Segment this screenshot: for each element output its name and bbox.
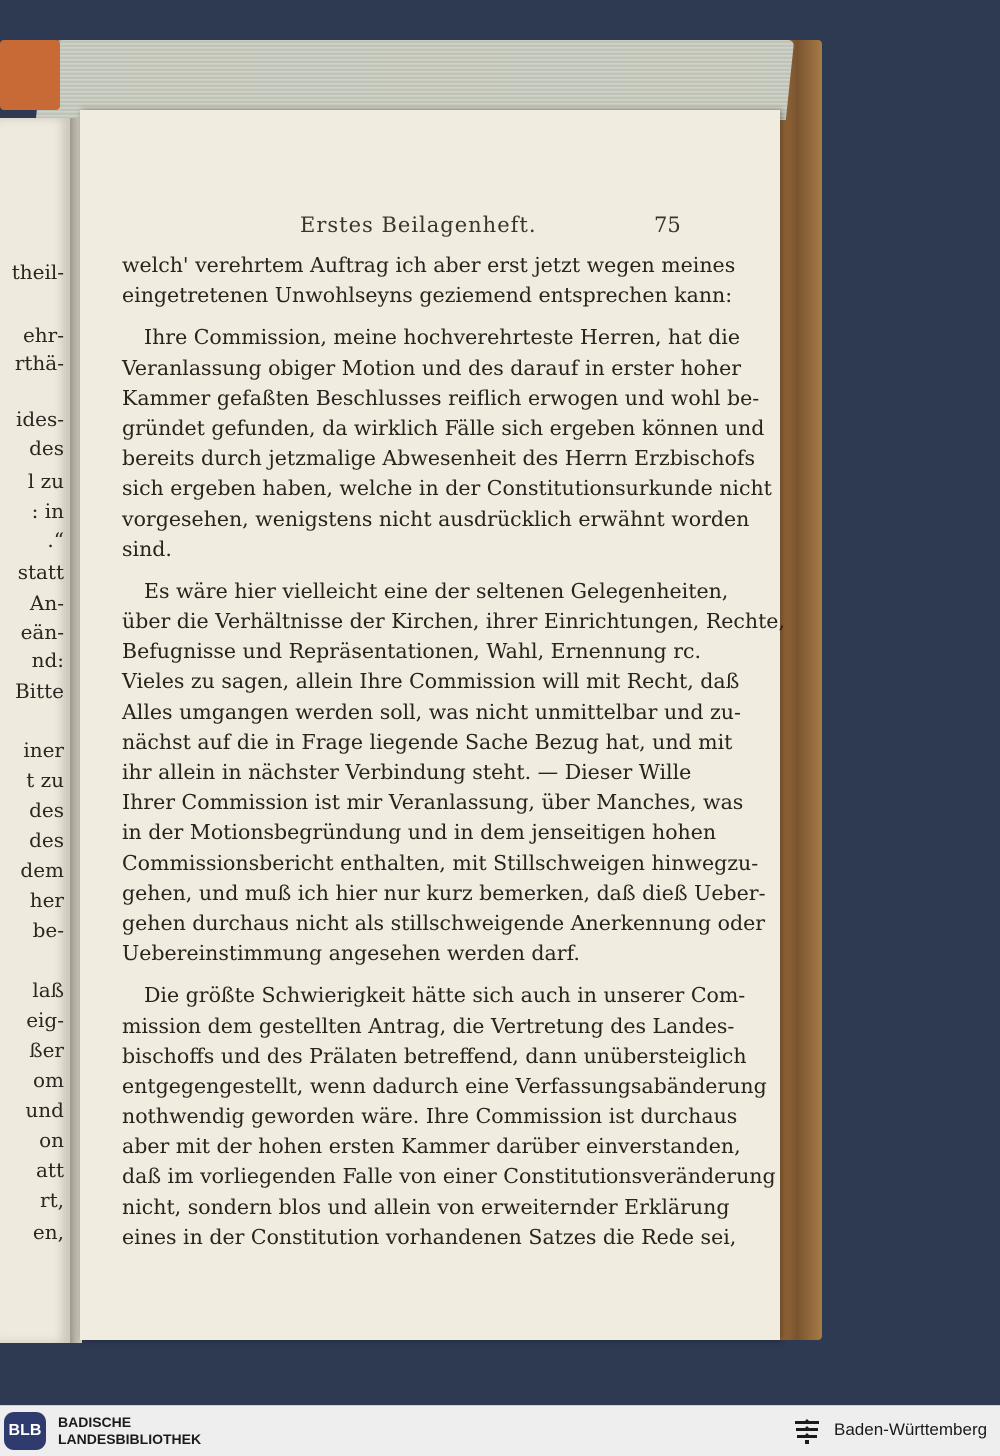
paragraph bbox=[122, 576, 785, 968]
left-page-fragment: on bbox=[39, 1128, 64, 1152]
left-page-fragment: ehr- bbox=[22, 323, 64, 347]
left-page-fragment: ßer bbox=[29, 1038, 64, 1062]
page-number: 75 bbox=[654, 213, 681, 237]
text-line: eines in der Constitution vorhandenen Satzes die Rede sei, bbox=[122, 1224, 737, 1249]
text-line: bischoffs und des Prälaten betreffend, dann unübersteiglich bbox=[122, 1043, 747, 1068]
text-line: nothwendig geworden wäre. Ihre Commission ist durchaus bbox=[122, 1104, 738, 1129]
text-line: Es wäre hier vielleicht eine der seltenen Gelegenheiten, bbox=[144, 578, 729, 603]
text-line: ihr allein in nächster Verbindung steht. — Dieser Wille bbox=[122, 760, 692, 784]
left-page-fragment: An- bbox=[29, 591, 64, 615]
right-page bbox=[80, 110, 785, 1340]
left-page-fragment: be- bbox=[32, 918, 64, 942]
text-line: gründet gefunden, da wirklich Fälle sich ergeben können und bbox=[122, 415, 765, 440]
left-page-fragment: .“ bbox=[47, 528, 64, 552]
bookmark-ribbon bbox=[0, 40, 60, 110]
left-page-fragment: theil- bbox=[11, 260, 64, 284]
text-line: eingetretenen Unwohlseyns geziemend entsprechen kann: bbox=[122, 283, 733, 308]
left-page-fragment: om bbox=[32, 1068, 64, 1092]
left-page-fragment: des bbox=[29, 798, 64, 822]
text-line: Ihrer Commission ist mir Veranlassung, über Manches, was bbox=[122, 790, 744, 815]
text-line: sich ergeben haben, welche in der Constitutionsurkunde nicht bbox=[122, 476, 772, 501]
left-page-fragment: iner bbox=[23, 738, 64, 762]
left-page bbox=[0, 118, 70, 1343]
left-page-fragment: laß bbox=[32, 978, 64, 1002]
left-page-fragment: att bbox=[36, 1158, 64, 1182]
text-line: nächst auf die in Frage liegende Sache Bezug hat, und mit bbox=[122, 729, 733, 754]
left-page-fragment: t zu bbox=[26, 768, 64, 792]
text-line: daß im vorliegenden Falle von einer Constitutionsveränderung bbox=[122, 1164, 776, 1189]
left-page-fragment: l zu bbox=[27, 469, 64, 493]
text-line: Ihre Commission, meine hochverehrteste Herren, hat die bbox=[144, 325, 740, 350]
text-line: aber mit der hohen ersten Kammer darüber einverstanden, bbox=[122, 1134, 741, 1159]
blb-logo-icon[interactable]: BLB bbox=[4, 1412, 46, 1450]
running-head: Erstes Beilagenheft. bbox=[300, 213, 537, 237]
paragraph bbox=[122, 322, 772, 564]
text-line: über die Verhältnisse der Kirchen, ihrer Einrichtungen, Rechte, bbox=[122, 609, 785, 634]
text-line: bereits durch jetzmalige Abwesenheit des Herrn Erzbischofs bbox=[122, 446, 756, 471]
text-line: Veranlassung obiger Motion und des darauf in erster hoher bbox=[122, 355, 742, 380]
state-label[interactable]: Baden-Württemberg bbox=[834, 1420, 988, 1439]
book-page-edges bbox=[36, 40, 794, 120]
left-page-fragment: eig- bbox=[26, 1008, 64, 1032]
left-page-fragment: Bitte bbox=[14, 679, 64, 703]
text-line: Vieles zu sagen, allein Ihre Commission will mit Recht, daß bbox=[122, 669, 740, 694]
left-page-fragment: des bbox=[29, 436, 64, 460]
page-header bbox=[80, 213, 780, 243]
left-page-fragment: rt, bbox=[40, 1188, 64, 1212]
text-line: gehen, und muß ich hier nur kurz bemerken, daß dieß Ueber- bbox=[122, 880, 766, 905]
text-line: nicht, sondern blos und allein von erweiternder Erklärung bbox=[122, 1194, 730, 1219]
paragraph bbox=[122, 980, 776, 1252]
text-line: Alles umgangen werden soll, was nicht unmittelbar und zu- bbox=[122, 699, 741, 724]
left-page-fragment: rthä- bbox=[14, 351, 64, 375]
text-line: vorgesehen, wenigstens nicht ausdrücklich erwähnt worden bbox=[122, 506, 750, 531]
text-line: entgegengestellt, wenn dadurch eine Verfassungsabänderung bbox=[122, 1073, 767, 1098]
left-page-fragment: : in bbox=[31, 499, 64, 523]
text-line: welch' verehrtem Auftrag ich aber erst jetzt wegen meines bbox=[122, 253, 736, 277]
left-page-fragment: nd: bbox=[31, 648, 64, 672]
text-line: gehen durchaus nicht als stillschweigende Anerkennung oder bbox=[122, 910, 766, 935]
paragraph bbox=[122, 250, 736, 310]
left-page-fragment: eän- bbox=[20, 620, 64, 644]
left-page-fragment: en, bbox=[32, 1220, 64, 1244]
text-line: Commissionsbericht enthalten, mit Stillschweigen hinwegzu- bbox=[122, 850, 759, 875]
left-page-fragment: ides- bbox=[15, 407, 64, 431]
text-line: in der Motionsbegründung und in dem jenseitigen hohen bbox=[122, 820, 717, 845]
text-line: Befugnisse und Repräsentationen, Wahl, Ernennung rc. bbox=[122, 639, 701, 664]
text-line: Kammer gefaßten Beschlusses reiflich erwogen und wohl be- bbox=[122, 385, 760, 410]
left-page-fragment: dem bbox=[20, 858, 64, 882]
left-page-fragment: her bbox=[29, 888, 64, 912]
text-line: Die größte Schwierigkeit hätte sich auch in unserer Com- bbox=[144, 983, 746, 1008]
left-page-fragment: des bbox=[29, 828, 64, 852]
left-page-fragment: und bbox=[25, 1098, 64, 1122]
text-line: sind. bbox=[122, 536, 172, 561]
lion-coat-of-arms-icon bbox=[792, 1416, 822, 1446]
body-text bbox=[122, 250, 785, 1264]
text-line: Uebereinstimmung angesehen werden darf. bbox=[122, 941, 580, 966]
text-line: mission dem gestellten Antrag, die Vertretung des Landes- bbox=[122, 1013, 735, 1038]
viewer-footer bbox=[0, 1405, 1000, 1456]
library-name-line1: BADISCHE bbox=[58, 1414, 132, 1430]
left-page-fragment: statt bbox=[17, 560, 64, 584]
library-name-line2: LANDESBIBLIOTHEK bbox=[58, 1431, 202, 1447]
library-name[interactable] bbox=[58, 1414, 201, 1448]
